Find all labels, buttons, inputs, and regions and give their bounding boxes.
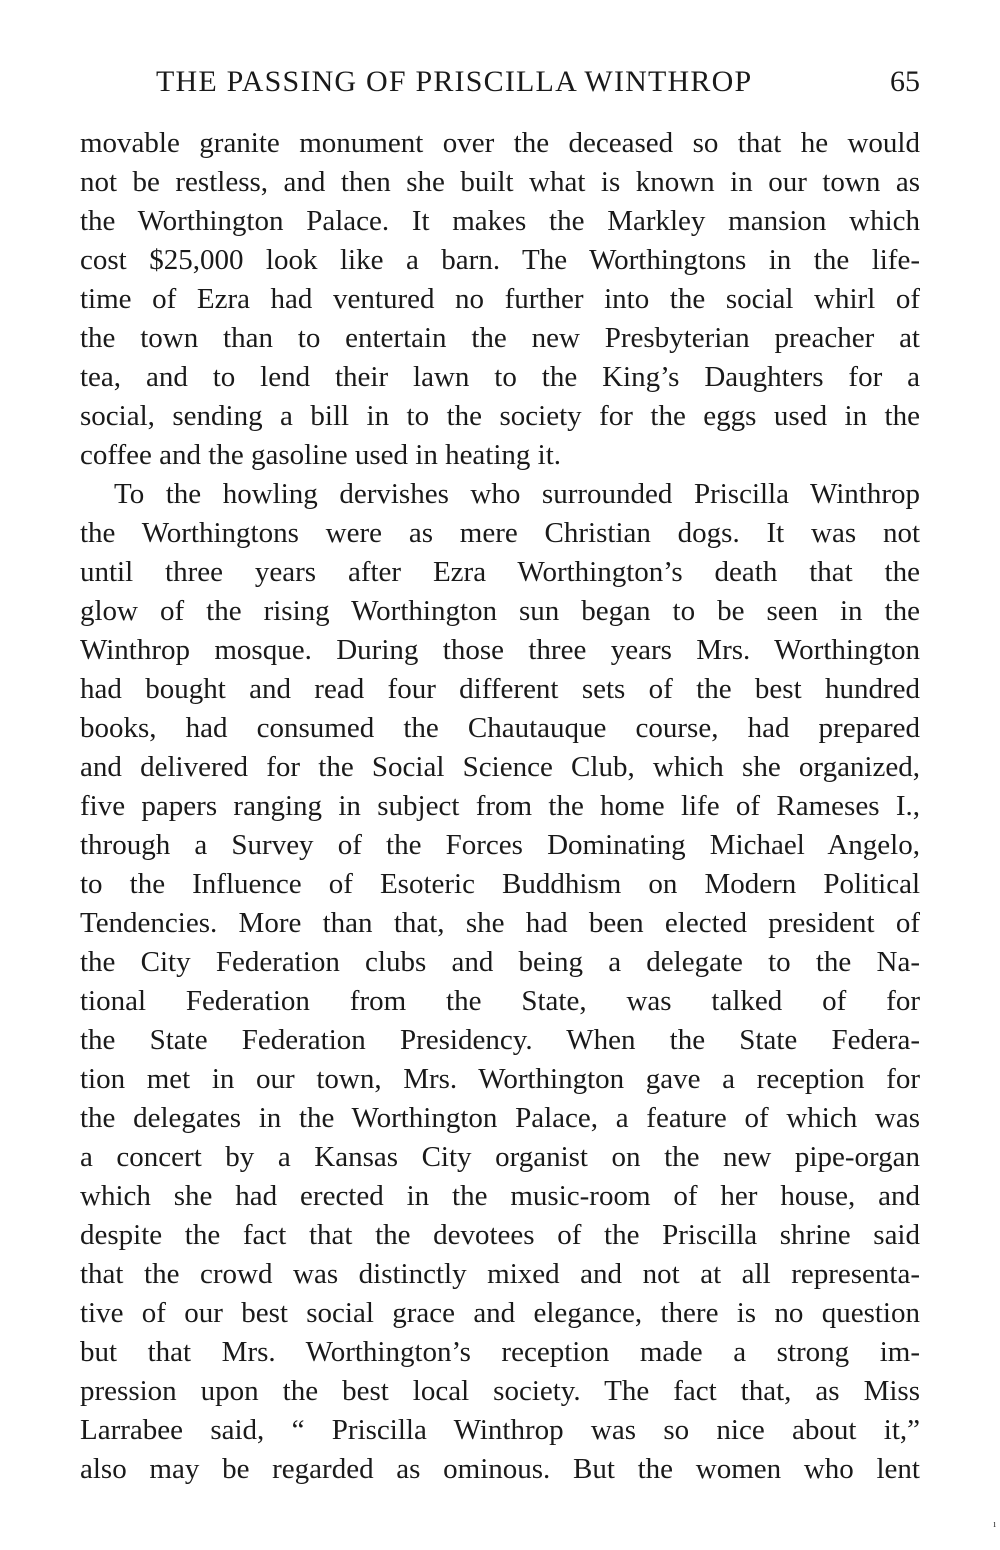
text-line: tive of our best social grace and elegance, there is no question [80,1297,920,1329]
text-line: Winthrop mosque. During those three years Mrs. Worthington [80,634,920,666]
text-line: despite the fact that the devotees of the Priscilla shrine said [80,1219,920,1251]
text-line: the Worthington Palace. It makes the Markley mansion which [80,205,920,237]
text-line: a concert by a Kansas City organist on the new pipe-organ [80,1141,920,1173]
text-line: Larrabee said, “ Priscilla Winthrop was so nice about it,” [80,1414,920,1446]
text-line: pression upon the best local society. The fact that, as Miss [80,1375,920,1407]
text-line: the town than to entertain the new Presbyterian preacher at [80,322,920,354]
text-line: and delivered for the Social Science Club, which she organized, [80,751,920,783]
text-line: tional Federation from the State, was talked of for [80,985,920,1017]
text-line: coffee and the gasoline used in heating it. [80,439,562,471]
text-line: through a Survey of the Forces Dominating Michael Angelo, [80,829,920,861]
text-line: tea, and to lend their lawn to the King’s Daughters for a [80,361,920,393]
text-line: tion met in our town, Mrs. Worthington gave a reception for [80,1063,920,1095]
text-line: to the Influence of Esoteric Buddhism on Modern Political [80,868,920,900]
text-line: the State Federation Presidency. When the State Federa- [80,1024,920,1056]
text-line: also may be regarded as ominous. But the women who lent [80,1453,920,1485]
text-line: movable granite monument over the deceased so that he would [80,127,920,159]
text-line: glow of the rising Worthington sun began to be seen in the [80,595,920,627]
text-line: time of Ezra had ventured no further into the social whirl of [80,283,920,315]
running-head [80,62,920,102]
text-line: that the crowd was distinctly mixed and not at all representa- [80,1258,920,1290]
text-line: which she had erected in the music-room of her house, and [80,1180,920,1212]
text-line: not be restless, and then she built what is known in our town as [80,166,920,198]
page-number: 65 [890,65,920,98]
text-line: Tendencies. More than that, she had been elected president of [80,907,920,939]
paragraph-1 [80,124,920,475]
text-line: the Worthingtons were as mere Christian dogs. It was not [80,517,920,549]
text-line: until three years after Ezra Worthington’s death that the [80,556,920,588]
text-line: books, had consumed the Chautauque course, had prepared [80,712,920,744]
text-line: cost $25,000 look like a barn. The Worthingtons in the life- [80,244,920,276]
text-line: social, sending a bill in to the society for the eggs used in the [80,400,920,432]
text-line: To the howling dervishes who surrounded Priscilla Winthrop [114,478,920,510]
text-line: had bought and read four different sets of the best hundred [80,673,920,705]
text-line: the City Federation clubs and being a delegate to the Na- [80,946,920,978]
text-line: but that Mrs. Worthington’s reception made a strong im- [80,1336,920,1368]
body-text [80,124,920,1489]
text-line: the delegates in the Worthington Palace, a feature of which was [80,1102,920,1134]
scan-mark: ı [993,1519,996,1530]
paragraph-2 [80,475,920,1489]
text-line: five papers ranging in subject from the home life of Rameses I., [80,790,920,822]
running-title: THE PASSING OF PRISCILLA WINTHROP [156,65,753,98]
